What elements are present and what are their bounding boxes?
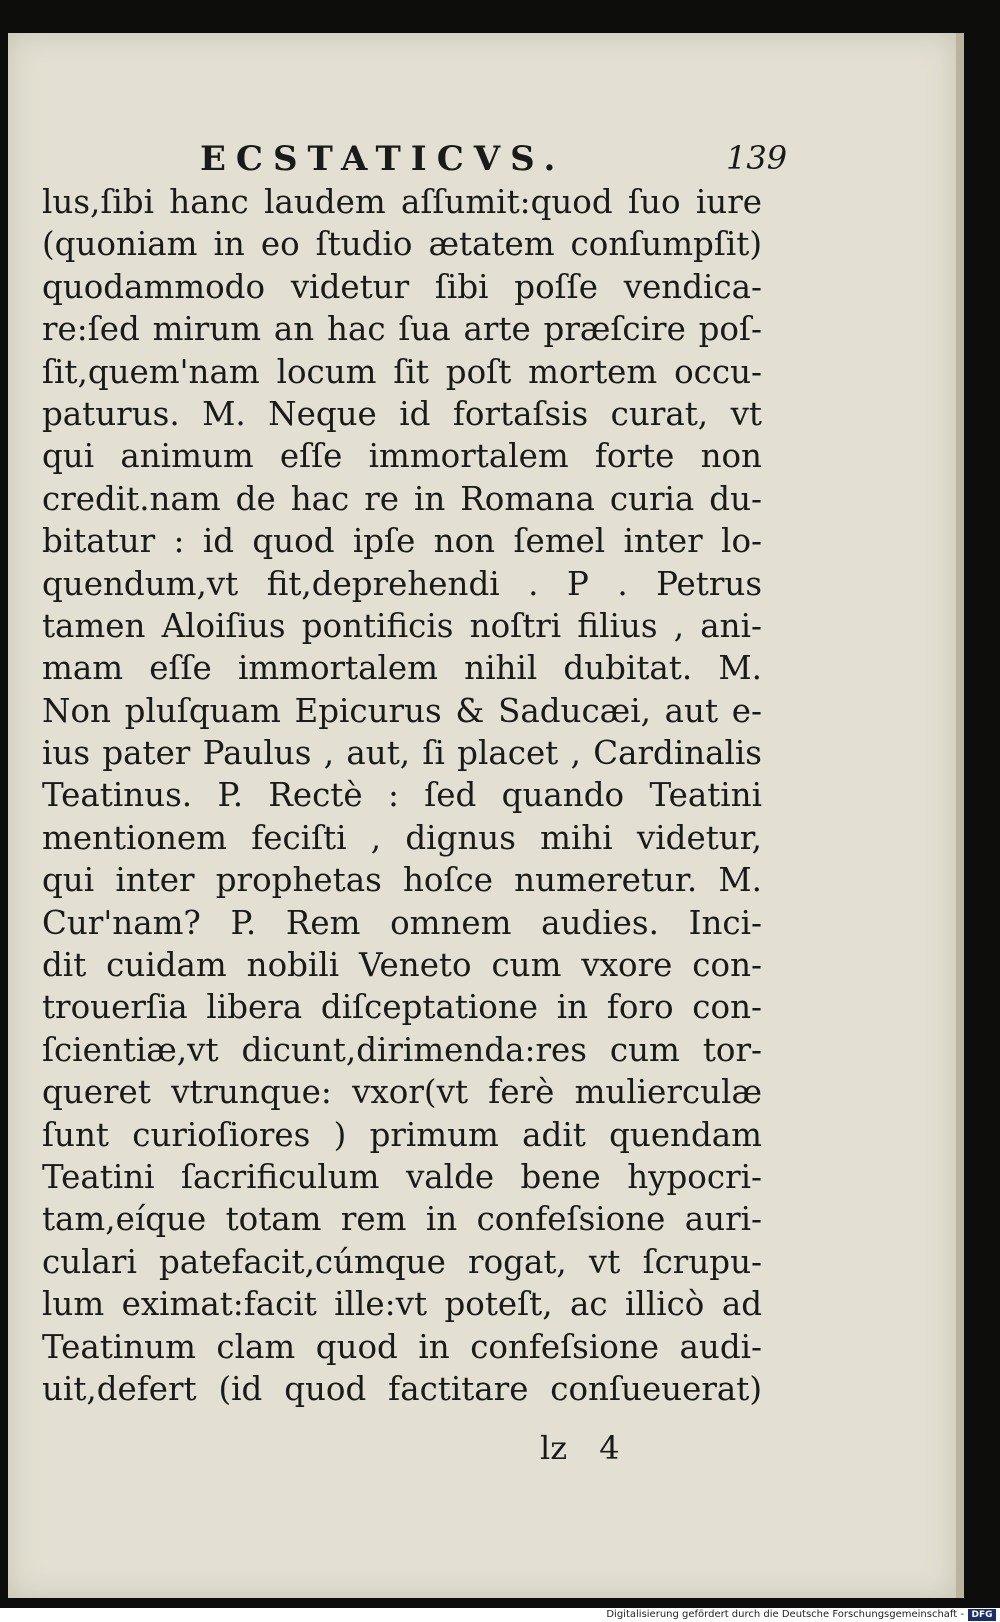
text-line: tamen Aloiſius pontificis noſtri filius , ani- (42, 606, 762, 645)
text-line: Teatinum clam quod in confeſsione audi- (42, 1327, 762, 1366)
text-line: culari patefacit,cúmque rogat, vt ſcrupu- (42, 1242, 762, 1281)
text-line: ſcientiæ,vt dicunt,dirimenda:res cum tor- (42, 1030, 762, 1069)
text-line: Teatini ſacrificulum valde bene hypocri- (42, 1157, 762, 1196)
dfg-logo: DFG (968, 1609, 996, 1621)
text-line: lus,ſibi hanc laudem aſſumit:quod ſuo iure (42, 183, 762, 221)
text-line: bitatur : id quod ipſe non ſemel inter lo- (42, 522, 762, 561)
text-line: queret vtrunque: vxor(vt ferè mulierculæ (42, 1073, 762, 1112)
text-line: Cur'nam? P. Rem omnem audies. Inci- (42, 903, 762, 942)
text-line: ſunt curioſiores ) primum adit quendam (42, 1115, 762, 1154)
text-line: lum eximat:facit ille:vt poteſt, ac illicò ad (42, 1285, 762, 1324)
text-line: qui animum eſſe immortalem forte non (42, 437, 762, 476)
page-edge (956, 33, 964, 1598)
text-line: tam,eíque totam rem in confeſsione auri- (42, 1200, 762, 1239)
book-page (8, 33, 956, 1598)
body-text (42, 181, 762, 1410)
text-line: qui inter prophetas hoſce numeretur. M. (42, 861, 762, 900)
running-head: ECSTATICVS. (200, 139, 566, 179)
text-line: re:ſed mirum an hac ſua arte præſcire poſ- (42, 310, 762, 349)
text-line: dit cuidam nobili Veneto cum vxore con- (42, 946, 762, 985)
signature-mark: lz 4 (540, 1429, 620, 1467)
text-line: (quoniam in eo ſtudio ætatem conſumpſit) (42, 225, 762, 264)
text-line: mam eſſe immortalem nihil dubitat. M. (42, 649, 762, 688)
text-line: Teatinus. P. Rectè : ſed quando Teatini (42, 776, 762, 815)
text-line: ſit,quem'nam locum ſit poſt mortem occu- (42, 352, 762, 391)
text-line: mentionem feciſti , dignus mihi videtur, (42, 818, 762, 857)
text-line: credit.nam de hac re in Romana curia du- (42, 479, 762, 518)
funding-credit: Digitalisierung gefördert durch die Deutsche Forschungsgemeinschaft - (606, 1609, 964, 1620)
page-header (8, 121, 956, 181)
text-line: paturus. M. Neque id fortaſsis curat, vt (42, 394, 762, 433)
page-number: 139 (726, 139, 788, 177)
text-line: quendum,vt fit,deprehendi . P . Petrus (42, 564, 762, 603)
text-line: Non pluſquam Epicurus & Saducæi, aut e- (42, 691, 762, 730)
text-line: ius pater Paulus , aut, ſi placet , Cardinalis (42, 734, 762, 773)
text-line: uit,defert (id quod factitare conſueuerat) (42, 1369, 762, 1408)
text-line: quodammodo videtur ſibi poſſe vendica- (42, 267, 762, 306)
text-line: trouerſia libera diſceptatione in foro con- (42, 988, 762, 1027)
footer-bar (0, 1608, 1000, 1622)
